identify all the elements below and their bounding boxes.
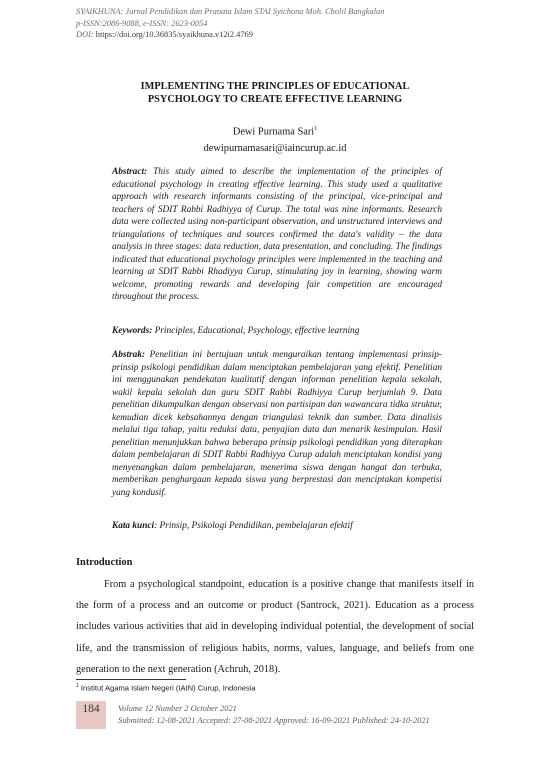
journal-header — [76, 6, 516, 41]
footnote-divider — [76, 679, 186, 680]
abstract-label: Abstract: — [112, 167, 148, 177]
keywords-indonesian — [112, 520, 442, 533]
introduction-paragraph: From a psychological standpoint, education is a positive change that manifests itself in the form of a process and an outcome or product (Santrock, 2021). Education as a process includes various activities that aid in developing individual potential, the development of social life, and the transmission of religious habits, norms, values, language, and beliefs from one generation to the next generation (Achruh, 2018). — [76, 579, 474, 675]
abstrak-label: Abstrak: — [112, 350, 146, 360]
footnote-text: Institut Agama Islam Negeri (IAIN) Curup, Indonesia — [80, 683, 256, 693]
paper-title — [76, 80, 474, 106]
title-line-2: PSYCHOLOGY TO CREATE EFFECTIVE LEARNING — [147, 94, 403, 105]
author-name: Dewi Purnama Sari — [232, 126, 315, 138]
keywords-text: Principles, Educational, Psychology, effective learning — [152, 326, 360, 336]
kata-kunci-label: Kata kunci — [112, 521, 155, 531]
abstract-indonesian — [112, 349, 442, 499]
keywords-label: Keywords: — [112, 326, 153, 336]
section-heading-introduction: Introduction — [76, 557, 133, 568]
author-line — [76, 126, 474, 137]
author-email: dewipurnamasari@iaincurup.ac.id — [203, 143, 347, 154]
footnote — [76, 683, 256, 693]
issn-line: p-ISSN:2086-9088, e-ISSN: 2623-0054 — [76, 18, 208, 28]
kata-kunci-text: : Prinsip, Psikologi Pendidikan, pembelajaran efektif — [154, 521, 353, 531]
title-line-1: IMPLEMENTING THE PRINCIPLES OF EDUCATIONAL — [140, 81, 410, 92]
doi-line — [76, 29, 516, 41]
page-footer — [118, 703, 430, 726]
author-footnote-marker: 1 — [314, 126, 318, 132]
volume-line: Volume 12 Number 2 October 2021 — [118, 704, 237, 713]
abstract-english — [112, 166, 442, 304]
keywords-english — [112, 325, 442, 338]
footnote-marker: 1 — [76, 683, 79, 689]
page-number: 184 — [82, 703, 100, 715]
doi-label: DOI: — [76, 30, 94, 40]
journal-name: SYAIKHUNA: Jurnal Pendidikan dan Pranata Islam STAI Syichona Moh. Cholil Bangkalan — [76, 7, 385, 16]
dates-line: Submitted: 12-08-2021 Accepted: 27-08-2021 Approved: 16-09-2021 Published: 24-10-2021 — [118, 715, 430, 725]
abstract-text: This study aimed to describe the implementation of the principles of educational psychology in creating effective learning. This study used a qualitative approach with research informants consisting of the principal, vice-principal and teachers of SDIT Rabbi Radhiyya of Curup. The total was nine informants. Research data were collected using non-participant observation, and unstructured interviews and triangulations of techniques and sources confirmed the data's validity – the data analysis in three stages: data reduction, data presentation, and concluding. The findings indicated that educational psychology principles were implemented in the teaching and learning at SDIT Rabbi Rhadiyya Curup, stimulating joy in learning, showing warm welcome, promoting rewards and developing fair competition are encouraged throughout the process. — [112, 167, 442, 302]
abstrak-text: Penelitian ini bertujuan untuk menguraikan tentang implementasi prinsip-prinsip psikologi pendidikan dalam menciptakan pembelajaran yang efektif. Penelitian ini menggunakan pendekatan kualitatif dengan informan penelitian kepala sekolah, wakil kepala sekolah dan guru SDIT Rabbi Radhiyya Curup berjumlah 9. Data penelitian dikumpulkan dengan observasi non partisipan dan wawancara tidka struktur, kemudian dicek kebsahannya dengan triangulasi teknik dan sumber. Data dinalisis melalui tiga tahap, yaitu reduksi data, penyajian data dan menarik kesimpulan. Hasil penelitian menunjukkan bahwa beberapa prinsip psikologi pendidikan yang diterapkan dalam pembelajaran di SDIT Rabbi Radhiyya Curup adalah menciptakan kondisi yang menyenangkan dalam pembelajaran, menerima siswa dengan hangat dan terbuka, memberikan penghargaan kepada siswa yang berprestasi dan menciptakan kompetisi yang kondusif. — [112, 350, 442, 498]
doi-link[interactable]: https://doi.org/10.36835/syaikhuna.v12i2.4769 — [95, 30, 253, 40]
